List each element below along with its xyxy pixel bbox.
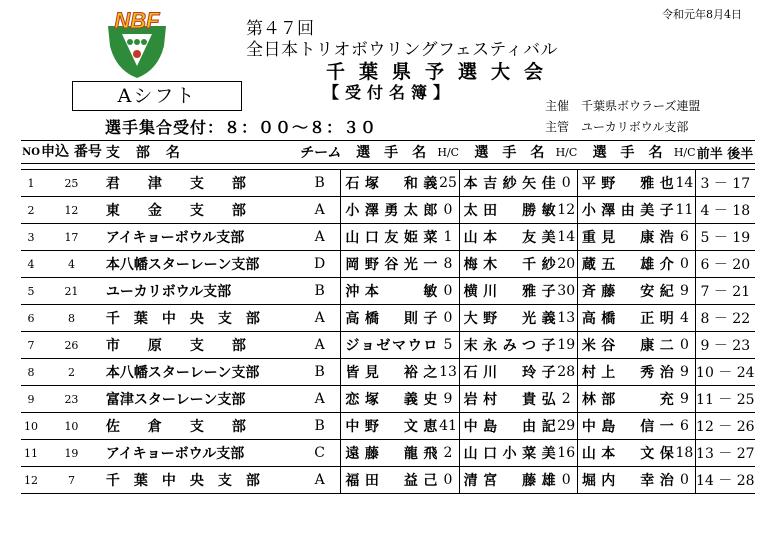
manager: 主管 ユーカリボウル支部	[545, 120, 689, 134]
header-no: NO	[21, 141, 41, 164]
row-no: 1	[21, 170, 41, 197]
row-hc1: 9	[437, 386, 459, 413]
row-lanes: 12 － 26	[696, 413, 755, 440]
table-row	[21, 386, 755, 413]
row-hc1: 0	[437, 278, 459, 305]
row-player3: 高橋 正明	[577, 305, 674, 332]
table-row	[21, 224, 755, 251]
row-lanes: 5 － 19	[696, 224, 755, 251]
row-hc2: 28	[556, 359, 578, 386]
row-player1: 高橋 則子	[341, 305, 438, 332]
row-application-number: 12	[41, 197, 102, 224]
row-lanes: 8 － 22	[696, 305, 755, 332]
row-hc1: 13	[437, 359, 459, 386]
row-branch: アイキョーボウル支部	[102, 440, 299, 467]
row-team: B	[299, 359, 341, 386]
row-team: A	[299, 386, 341, 413]
header-branch: 支 部 名	[102, 141, 299, 164]
row-player3: 重見 康浩	[577, 224, 674, 251]
row-player2: 岩村 貴弘	[459, 386, 556, 413]
row-lanes: 7 － 21	[696, 278, 755, 305]
row-no: 3	[21, 224, 41, 251]
row-player1: 恋塚 義史	[341, 386, 438, 413]
row-hc3: 14	[674, 170, 696, 197]
row-hc3: 0	[674, 251, 696, 278]
row-branch: 千 葉 中 央 支 部	[102, 467, 299, 494]
row-no: 11	[21, 440, 41, 467]
row-team: A	[299, 332, 341, 359]
row-no: 5	[21, 278, 41, 305]
row-branch: 東 金 支 部	[102, 197, 299, 224]
row-player1: 遠藤 龍飛	[341, 440, 438, 467]
row-player1: 皆見 裕之	[341, 359, 438, 386]
row-lanes: 6 － 20	[696, 251, 755, 278]
row-application-number: 8	[41, 305, 102, 332]
row-hc2: 0	[556, 467, 578, 494]
row-player2: 横川 雅子	[459, 278, 556, 305]
table-row	[21, 305, 755, 332]
row-player1: 沖本 敏	[341, 278, 438, 305]
row-no: 12	[21, 467, 41, 494]
row-team: B	[299, 170, 341, 197]
row-branch: ユーカリボウル支部	[102, 278, 299, 305]
row-player1: 山口友姫菜	[341, 224, 438, 251]
row-application-number: 21	[41, 278, 102, 305]
row-lanes: 13 － 27	[696, 440, 755, 467]
row-player3: 山本 文保	[577, 440, 674, 467]
table-row	[21, 251, 755, 278]
row-application-number: 19	[41, 440, 102, 467]
table-row	[21, 278, 755, 305]
row-player2: 末永みつ子	[459, 332, 556, 359]
header-application-number: 申込 番号	[41, 141, 102, 164]
row-player3: 堀内 幸治	[577, 467, 674, 494]
row-branch: 千 葉 中 央 支 部	[102, 305, 299, 332]
row-player2: 清宮 藤雄	[459, 467, 556, 494]
row-application-number: 10	[41, 413, 102, 440]
event-title: 全日本トリオボウリングフェスティバル	[246, 40, 558, 60]
row-application-number: 25	[41, 170, 102, 197]
row-hc3: 6	[674, 413, 696, 440]
row-branch: 本八幡スターレーン支部	[102, 359, 299, 386]
row-hc1: 0	[437, 305, 459, 332]
row-hc2: 13	[556, 305, 578, 332]
header-row	[21, 141, 755, 164]
row-lanes: 4 － 18	[696, 197, 755, 224]
row-application-number: 4	[41, 251, 102, 278]
svg-text:NBF: NBF	[114, 8, 160, 33]
row-player1: ジョゼマウロ	[341, 332, 438, 359]
nbf-logo	[102, 8, 172, 80]
row-team: C	[299, 440, 341, 467]
row-player2: 山本 友美	[459, 224, 556, 251]
row-hc3: 9	[674, 278, 696, 305]
row-team: B	[299, 278, 341, 305]
row-player2: 太田 勝敏	[459, 197, 556, 224]
table-row	[21, 332, 755, 359]
row-lanes: 14 － 28	[696, 467, 755, 494]
row-hc1: 1	[437, 224, 459, 251]
row-branch: 佐 倉 支 部	[102, 413, 299, 440]
row-application-number: 7	[41, 467, 102, 494]
row-team: D	[299, 251, 341, 278]
row-lanes: 11 － 25	[696, 386, 755, 413]
row-player2: 石川 玲子	[459, 359, 556, 386]
row-hc1: 8	[437, 251, 459, 278]
row-team: B	[299, 413, 341, 440]
row-hc1: 0	[437, 197, 459, 224]
row-hc3: 6	[674, 224, 696, 251]
row-hc2: 20	[556, 251, 578, 278]
row-team: A	[299, 467, 341, 494]
row-no: 2	[21, 197, 41, 224]
row-player1: 小澤勇太郎	[341, 197, 438, 224]
shift-label: Aシフト	[72, 81, 242, 111]
row-branch: 本八幡スターレーン支部	[102, 251, 299, 278]
row-branch: 市 原 支 部	[102, 332, 299, 359]
row-application-number: 17	[41, 224, 102, 251]
header-player2: 選 手 名	[459, 141, 556, 164]
row-player3: 中島 信一	[577, 413, 674, 440]
header-player1: 選 手 名	[341, 141, 438, 164]
row-hc3: 0	[674, 467, 696, 494]
row-hc2: 16	[556, 440, 578, 467]
table-row	[21, 197, 755, 224]
row-no: 10	[21, 413, 41, 440]
table-row	[21, 467, 755, 494]
row-player1: 岡野谷光一	[341, 251, 438, 278]
row-branch: 君 津 支 部	[102, 170, 299, 197]
row-team: A	[299, 224, 341, 251]
header-hc2: H/C	[556, 141, 578, 164]
row-lanes: 9 － 23	[696, 332, 755, 359]
event-edition: 第４７回	[246, 19, 314, 39]
row-player3: 斉藤 安紀	[577, 278, 674, 305]
row-hc3: 9	[674, 386, 696, 413]
row-hc1: 41	[437, 413, 459, 440]
row-no: 9	[21, 386, 41, 413]
row-player3: 米谷 康二	[577, 332, 674, 359]
row-hc3: 18	[674, 440, 696, 467]
row-branch: 富津スターレーン支部	[102, 386, 299, 413]
row-player2: 中島 由記	[459, 413, 556, 440]
row-player3: 平野 雅也	[577, 170, 674, 197]
row-player2: 山口小菜美	[459, 440, 556, 467]
row-no: 7	[21, 332, 41, 359]
row-team: A	[299, 197, 341, 224]
row-player3: 蔵五 雄介	[577, 251, 674, 278]
table-row	[21, 440, 755, 467]
header-hc3: H/C	[674, 141, 696, 164]
event-subtitle: 千葉県予選大会	[326, 61, 558, 83]
row-no: 8	[21, 359, 41, 386]
row-application-number: 26	[41, 332, 102, 359]
row-player3: 林部 充	[577, 386, 674, 413]
table-row	[21, 170, 755, 197]
row-no: 6	[21, 305, 41, 332]
issue-date: 令和元年8月4日	[662, 8, 742, 21]
header-lanes: 前半 後半	[696, 141, 755, 164]
row-hc3: 9	[674, 359, 696, 386]
row-hc1: 2	[437, 440, 459, 467]
row-application-number: 23	[41, 386, 102, 413]
reception-time: 選手集合受付：８：００～８：３０	[105, 118, 378, 137]
row-hc1: 5	[437, 332, 459, 359]
row-hc3: 4	[674, 305, 696, 332]
organizer: 主催 千葉県ボウラーズ連盟	[545, 99, 701, 113]
document-title: 【受付名簿】	[323, 83, 456, 102]
row-hc2: 19	[556, 332, 578, 359]
row-hc1: 0	[437, 467, 459, 494]
header-player3: 選 手 名	[577, 141, 674, 164]
row-lanes: 3 － 17	[696, 170, 755, 197]
row-hc2: 30	[556, 278, 578, 305]
row-branch: アイキョーボウル支部	[102, 224, 299, 251]
row-application-number: 2	[41, 359, 102, 386]
row-hc2: 12	[556, 197, 578, 224]
row-hc3: 11	[674, 197, 696, 224]
header-hc1: H/C	[437, 141, 459, 164]
row-hc2: 14	[556, 224, 578, 251]
row-player2: 梅木 千紗	[459, 251, 556, 278]
table-row	[21, 359, 755, 386]
row-player2: 大野 光義	[459, 305, 556, 332]
table-row	[21, 413, 755, 440]
row-hc2: 29	[556, 413, 578, 440]
row-player2: 本吉紗矢佳	[459, 170, 556, 197]
row-no: 4	[21, 251, 41, 278]
header-team: チーム	[299, 141, 341, 164]
row-player1: 石塚 和義	[341, 170, 438, 197]
roster-table	[21, 140, 755, 494]
row-hc3: 0	[674, 332, 696, 359]
row-player3: 小澤由美子	[577, 197, 674, 224]
row-hc2: 2	[556, 386, 578, 413]
row-lanes: 10 － 24	[696, 359, 755, 386]
row-player1: 福田 益己	[341, 467, 438, 494]
row-player1: 中野 文恵	[341, 413, 438, 440]
row-player3: 村上 秀治	[577, 359, 674, 386]
row-hc2: 0	[556, 170, 578, 197]
row-hc1: 25	[437, 170, 459, 197]
row-team: A	[299, 305, 341, 332]
